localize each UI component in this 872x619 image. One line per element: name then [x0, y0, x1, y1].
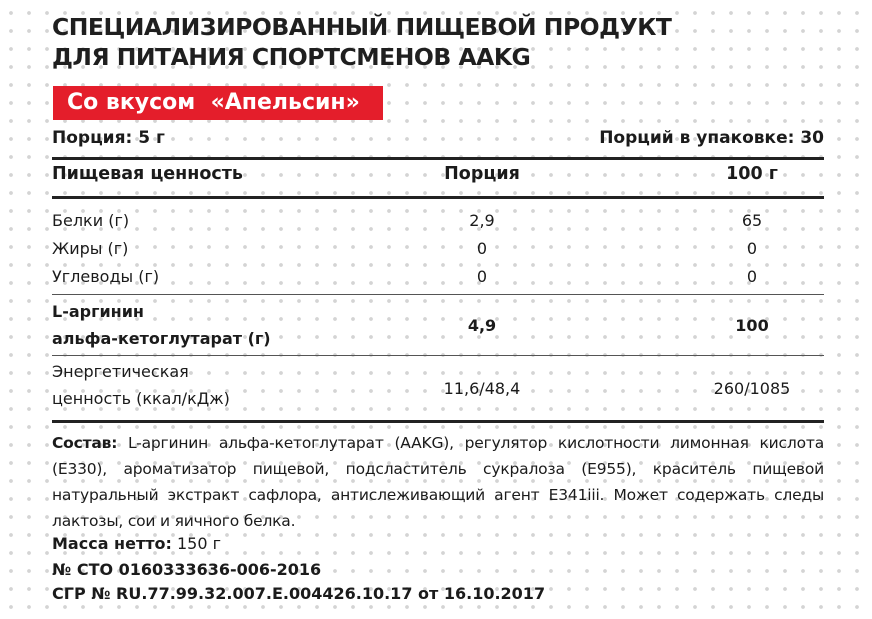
- divider-bottom: [52, 420, 824, 423]
- header-100g: 100 г: [726, 164, 778, 184]
- row-name-line-1: L-аргинин: [52, 302, 144, 321]
- row-name: Жиры (г): [52, 239, 129, 258]
- row-per100: 65: [741, 211, 763, 230]
- product-label: [52, 0, 824, 619]
- divider-header: [52, 196, 824, 199]
- header-nutrition: Пищевая ценность: [52, 164, 243, 184]
- row-per100: 100: [735, 316, 769, 335]
- flavor-badge: Со вкусом «Апельсин»: [53, 86, 383, 120]
- row-name-line-2: альфа-кетоглутарат (г): [52, 329, 271, 348]
- table-row-fat: [52, 237, 824, 261]
- row-name-line-2: ценность (ккал/кДж): [52, 389, 230, 408]
- net-mass-value: 150 г: [171, 534, 222, 553]
- composition-text: L-аргинин альфа-кетоглутарат (AAKG), регулятор кислотности лимонная кислота (Е330), ароматизатор пищевой, подсластитель сукралоза (Е955), краситель пищевой натуральный экстракт сафлора, антислеживающий агент Е341iii. Может содержать следы лактозы, сои и яичного белка.: [52, 434, 824, 530]
- composition: [52, 430, 824, 534]
- table-row-protein: [52, 209, 824, 233]
- composition-label: Состав:: [52, 434, 118, 452]
- row-name: Белки (г): [52, 211, 130, 230]
- portion-info: [52, 128, 824, 152]
- table-row-carbs: [52, 265, 824, 289]
- table-row-energy: [52, 360, 824, 414]
- row-per100: 0: [746, 239, 758, 258]
- divider-energy: [52, 355, 824, 356]
- net-mass-label: Масса нетто:: [52, 534, 172, 553]
- row-portion: 0: [476, 267, 488, 286]
- nutrition-table-header: [52, 164, 824, 192]
- row-per100: 260/1085: [713, 379, 791, 398]
- portion-size: Порция: 5 г: [52, 128, 165, 148]
- row-portion: 4,9: [467, 316, 497, 335]
- divider-arginine: [52, 294, 824, 295]
- row-portion: 0: [476, 239, 488, 258]
- portions-per-pack: Порций в упаковке: 30: [599, 128, 824, 148]
- table-row-arginine: [52, 300, 824, 350]
- title-line-1: СПЕЦИАЛИЗИРОВАННЫЙ ПИЩЕВОЙ ПРОДУКТ: [52, 13, 672, 41]
- sto-number: № СТО 0160333636-006-2016: [52, 560, 322, 579]
- title-line-2: ДЛЯ ПИТАНИЯ СПОРТСМЕНОВ AAKG: [52, 43, 531, 71]
- sgr-number: СГР № RU.77.99.32.007.Е.004426.10.17 от 16.10.2017: [52, 584, 546, 603]
- product-title: [52, 12, 671, 72]
- row-name-line-1: Энергетическая: [52, 362, 189, 381]
- header-portion: Порция: [444, 164, 520, 184]
- row-portion: 2,9: [469, 211, 495, 230]
- row-portion: 11,6/48,4: [443, 379, 521, 398]
- net-mass: [52, 532, 221, 556]
- divider-top: [52, 157, 824, 160]
- row-per100: 0: [746, 267, 758, 286]
- row-name: Углеводы (г): [52, 267, 160, 286]
